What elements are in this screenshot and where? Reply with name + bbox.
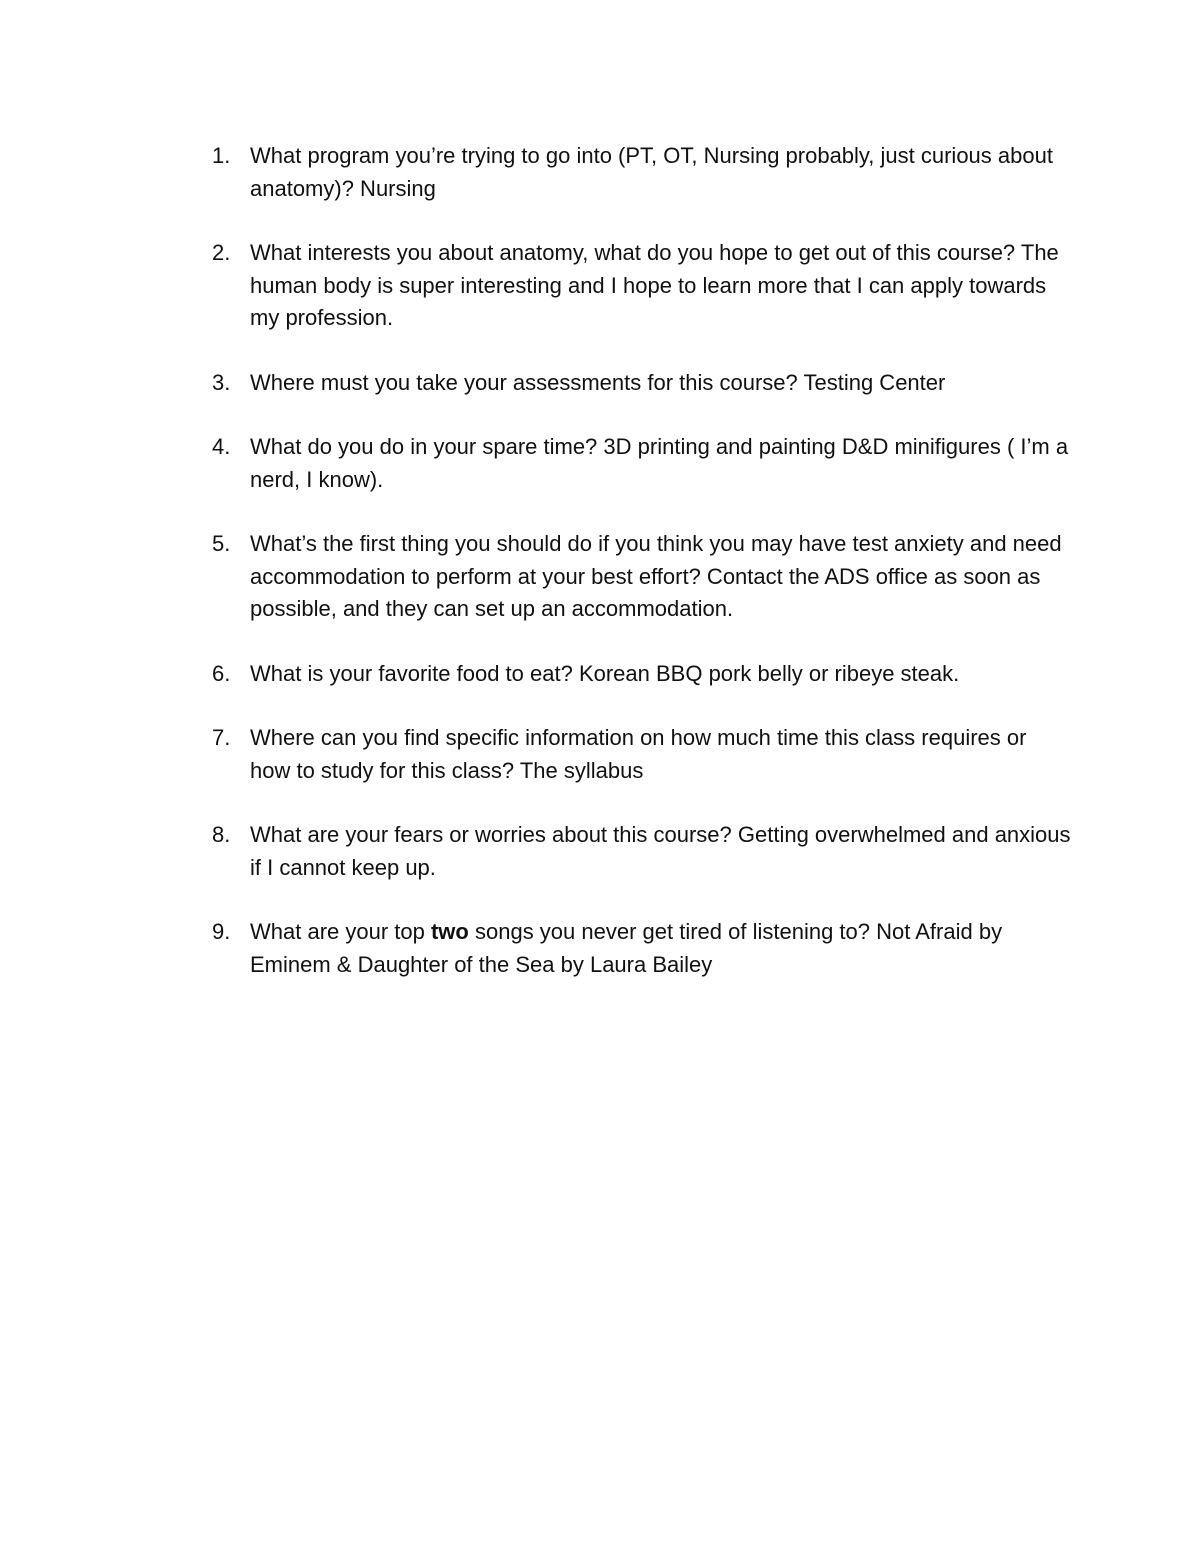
item-number: 2. [212, 240, 231, 265]
list-item [212, 367, 1072, 400]
list-item [212, 140, 1072, 205]
list-item [212, 722, 1072, 787]
item-text-start: What are your top [250, 919, 431, 944]
item-text: What are your fears or worries about this course? Getting overwhelmed and anxious if I cannot keep up. [250, 822, 1071, 880]
item-text: Where must you take your assessments for this course? Testing Center [250, 369, 946, 395]
item-number: 5. [212, 531, 231, 556]
item-number: 6. [212, 660, 231, 686]
item-text: What is your favorite food to eat? Korean BBQ pork belly or ribeye steak. [250, 660, 960, 686]
item-text [250, 916, 1072, 981]
list-item [212, 528, 1072, 626]
item-number: 7. [212, 725, 231, 750]
item-text: What do you do in your spare time? 3D printing and painting D&D minifigures ( I’m a nerd, I know). [250, 434, 1069, 492]
list-item [212, 431, 1072, 496]
item-number: 9. [212, 919, 231, 944]
list-item [212, 916, 1072, 981]
item-text: What interests you about anatomy, what do you hope to get out of this course? The human body is super interesting and I hope to learn more that I can apply towards my profession. [250, 240, 1059, 330]
item-number: 4. [212, 434, 231, 459]
item-number: 8. [212, 822, 231, 847]
list-item [212, 819, 1072, 884]
emphasized-word: two [430, 919, 469, 944]
item-text: What’s the first thing you should do if you think you may have test anxiety and need accommodation to perform at your best effort? Contact the ADS office as soon as possible, and they can set up an accommodation. [250, 531, 1062, 621]
item-text: Where can you find specific information on how much time this class requires or how to study for this class? The syllabus [250, 725, 1027, 783]
list-item [212, 237, 1072, 335]
list-item [212, 658, 1072, 691]
item-text-end: songs you never get tired of listening to? Not Afraid by Eminem & Daughter of the Sea by Laura Bailey [250, 919, 1003, 977]
item-number: 1. [212, 143, 231, 168]
item-number: 3. [212, 369, 231, 395]
item-text: What program you’re trying to go into (PT, OT, Nursing probably, just curious about anatomy)? Nursing [250, 143, 1053, 201]
question-answer-list [212, 140, 1072, 1013]
